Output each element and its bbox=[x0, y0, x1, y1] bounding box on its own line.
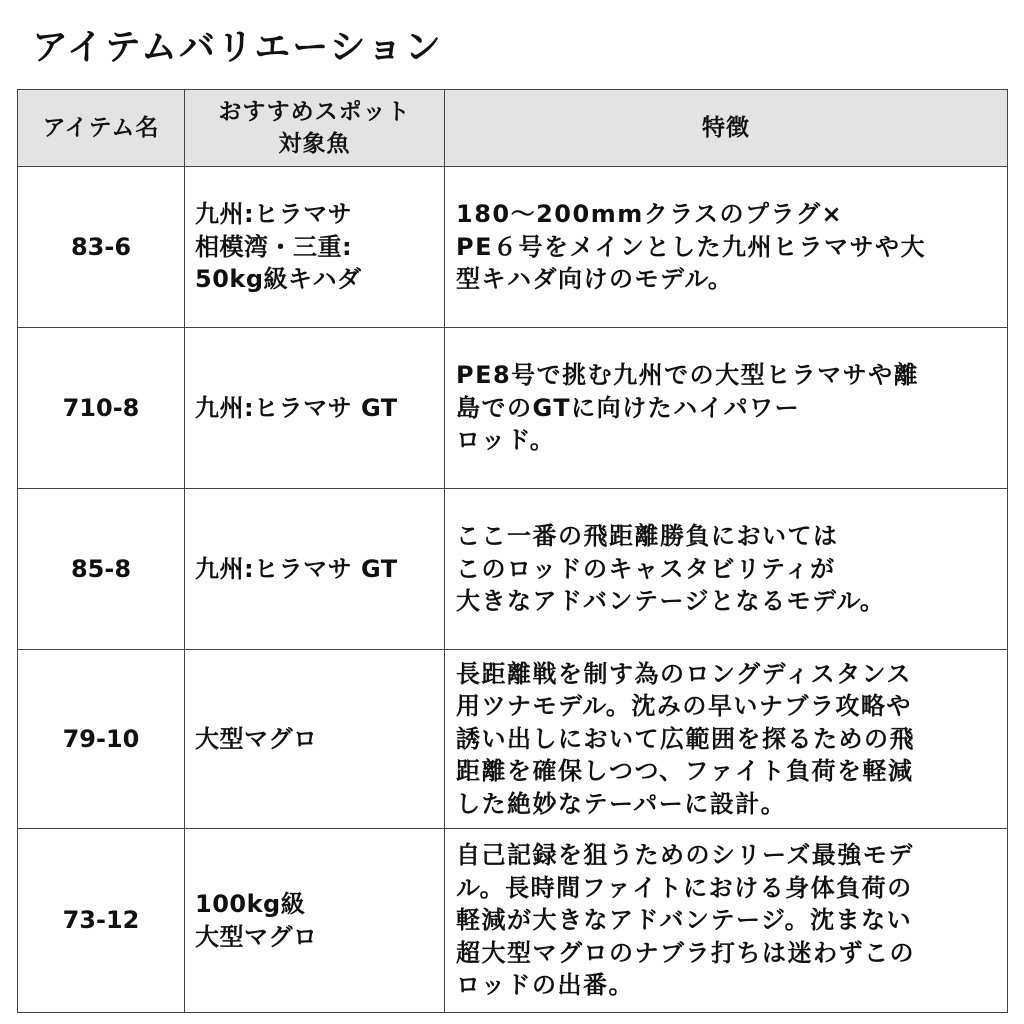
feature-cell bbox=[445, 650, 1008, 829]
header-item-name: アイテム名 bbox=[18, 90, 185, 167]
table-row bbox=[18, 829, 1008, 1013]
feature-line: ここ一番の飛距離勝負においては bbox=[456, 522, 839, 551]
spot-line: 九州:ヒラマサ GT bbox=[195, 393, 398, 422]
feature-line: PE8号で挑む九州での大型ヒラマサや離 bbox=[456, 361, 920, 390]
table-row bbox=[18, 328, 1008, 489]
item-name-cell: 79-10 bbox=[18, 650, 185, 829]
table-row bbox=[18, 489, 1008, 650]
feature-line: 自己記録を狙うためのシリーズ最強モデ bbox=[456, 841, 914, 870]
feature-cell bbox=[445, 167, 1008, 328]
feature-line: 180〜200mmクラスのプラグ× bbox=[456, 200, 844, 229]
feature-line: ロッド。 bbox=[456, 426, 556, 455]
table-row bbox=[18, 167, 1008, 328]
spot-cell bbox=[185, 650, 445, 829]
item-name-cell: 710-8 bbox=[18, 328, 185, 489]
header-recommended-spot bbox=[185, 90, 445, 167]
table-header-row bbox=[18, 90, 1008, 167]
feature-line: 超大型マグロのナブラ打ちは迷わずこの bbox=[456, 938, 915, 967]
feature-line: 距離を確保しつつ、ファイト負荷を軽減 bbox=[456, 757, 914, 786]
feature-line: 長距離戦を制す為のロングディスタンス bbox=[456, 659, 912, 688]
feature-line: ル。長時間ファイトにおける身体負荷の bbox=[456, 873, 913, 902]
feature-line: ロッドの出番。 bbox=[456, 971, 635, 1000]
feature-line: 軽減が大きなアドバンテージ。沈まない bbox=[456, 906, 913, 935]
feature-line: PE６号をメインとした九州ヒラマサや大 bbox=[456, 232, 927, 261]
spot-cell bbox=[185, 167, 445, 328]
item-name-cell: 83-6 bbox=[18, 167, 185, 328]
spot-line: 50kg級キハダ bbox=[195, 265, 362, 294]
spot-line: 100kg級 bbox=[195, 890, 306, 918]
page-title: アイテムバリエーション bbox=[32, 27, 443, 68]
feature-cell bbox=[445, 829, 1008, 1013]
feature-cell bbox=[445, 328, 1008, 489]
feature-line: 型キハダ向けのモデル。 bbox=[456, 265, 734, 294]
table-row bbox=[18, 650, 1008, 829]
spot-cell bbox=[185, 328, 445, 489]
header-feature: 特徴 bbox=[445, 90, 1008, 167]
spot-line: 九州:ヒラマサ GT bbox=[195, 554, 398, 583]
item-variation-table bbox=[17, 89, 1008, 1013]
feature-line: このロッドのキャスタビリティが bbox=[456, 554, 836, 583]
spot-line: 大型マグロ bbox=[195, 922, 318, 951]
feature-line: 島でのGTに向けたハイパワー bbox=[456, 393, 801, 422]
spot-line: 相模湾・三重: bbox=[195, 232, 353, 261]
spot-line: 九州:ヒラマサ bbox=[195, 200, 353, 229]
feature-cell bbox=[445, 489, 1008, 650]
item-name-cell: 73-12 bbox=[18, 829, 185, 1013]
feature-line: した絶妙なテーパーに設計。 bbox=[456, 789, 787, 818]
item-name-cell: 85-8 bbox=[18, 489, 185, 650]
spot-line: 大型マグロ bbox=[195, 724, 318, 753]
feature-line: 大きなアドバンテージとなるモデル。 bbox=[456, 587, 886, 616]
feature-line: 用ツナモデル。沈みの早いナブラ攻略や bbox=[456, 692, 912, 721]
header-target-fish-line: 対象魚 bbox=[278, 131, 351, 157]
feature-line: 誘い出しにおいて広範囲を探るための飛 bbox=[456, 724, 915, 753]
spot-cell bbox=[185, 829, 445, 1013]
header-spot-line: おすすめスポット bbox=[218, 99, 411, 125]
spot-cell bbox=[185, 489, 445, 650]
